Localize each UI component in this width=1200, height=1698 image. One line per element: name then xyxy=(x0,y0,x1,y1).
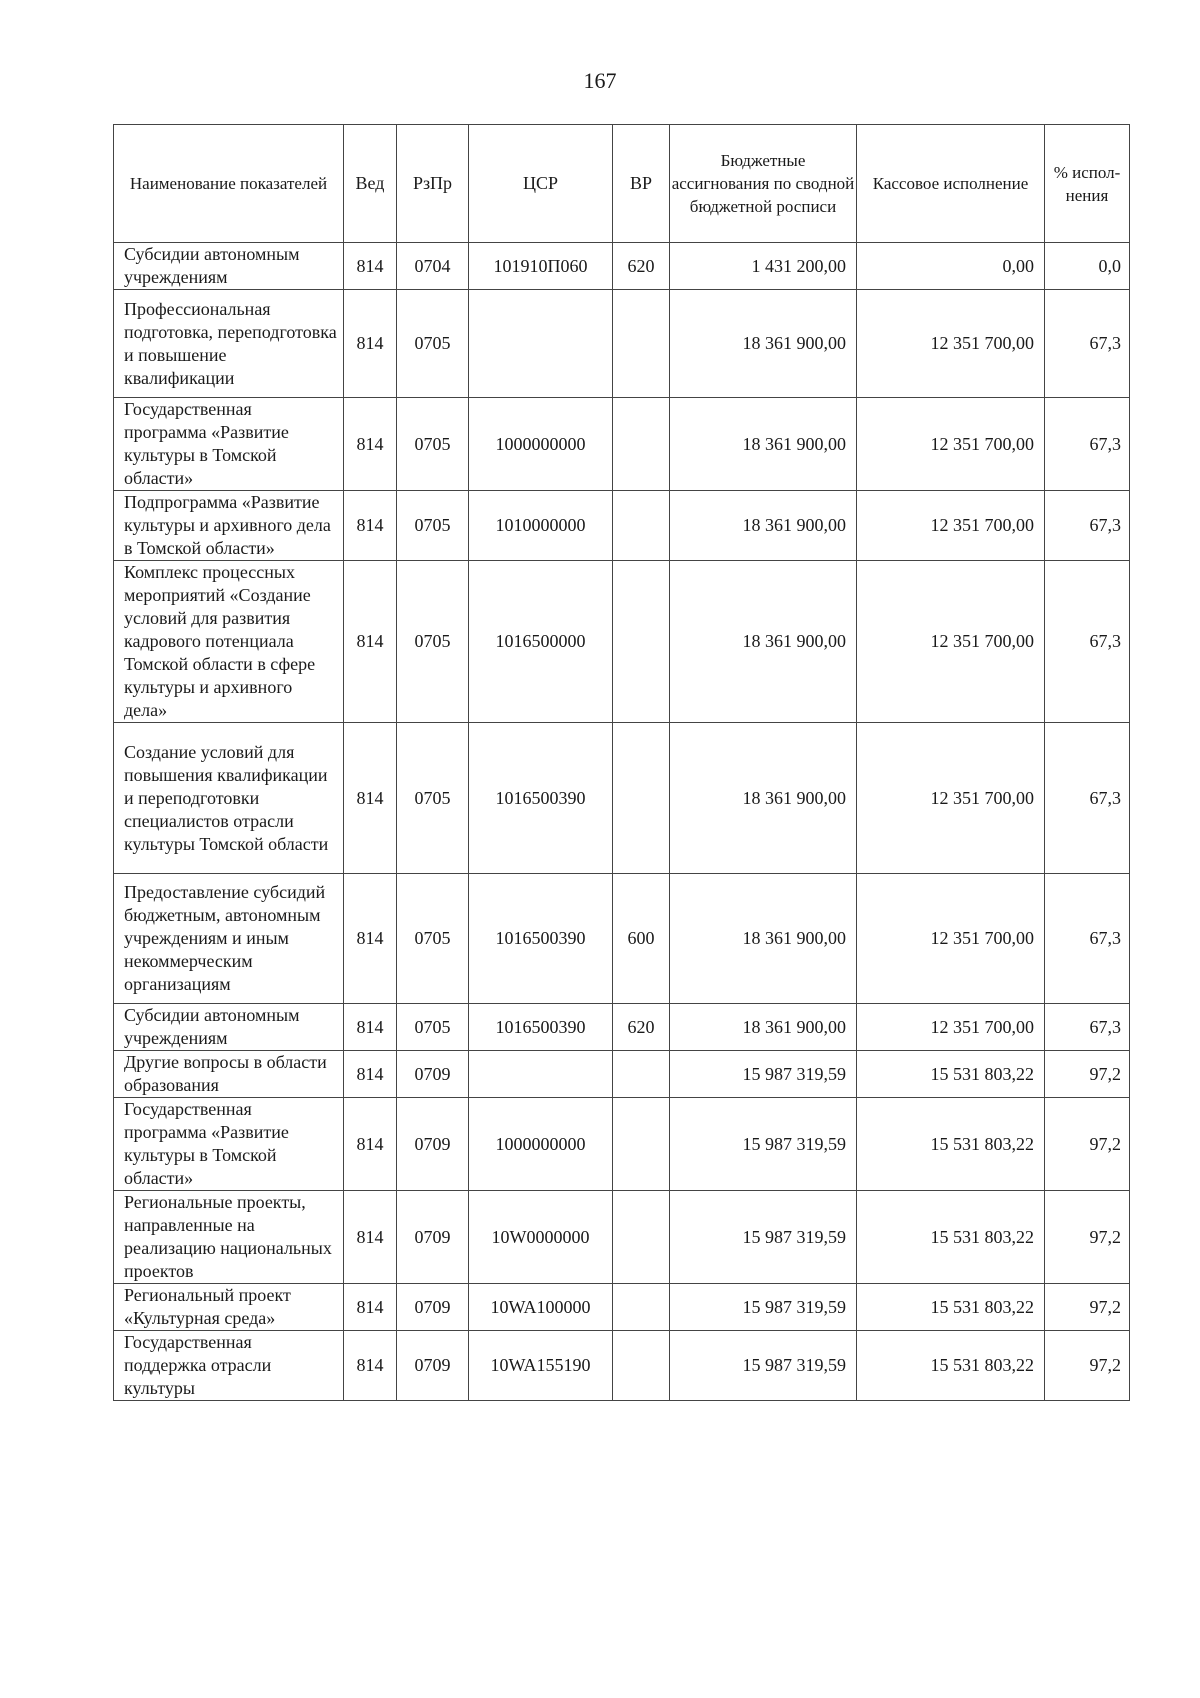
row-csr: 1010000000 xyxy=(469,491,613,561)
row-cash-execution: 12 351 700,00 xyxy=(857,398,1045,491)
row-csr: 10WA100000 xyxy=(469,1284,613,1331)
row-budget-allocation: 15 987 319,59 xyxy=(670,1098,857,1191)
row-vr xyxy=(613,561,670,723)
row-cash-execution: 15 531 803,22 xyxy=(857,1284,1045,1331)
row-execution-percent: 0,0 xyxy=(1045,243,1130,290)
row-budget-allocation: 18 361 900,00 xyxy=(670,561,857,723)
row-execution-percent: 97,2 xyxy=(1045,1051,1130,1098)
row-csr: 1000000000 xyxy=(469,1098,613,1191)
row-execution-percent: 97,2 xyxy=(1045,1331,1130,1401)
table-row xyxy=(114,874,1130,1004)
row-rzpr: 0709 xyxy=(397,1051,469,1098)
row-budget-allocation: 15 987 319,59 xyxy=(670,1191,857,1284)
header-name: Наименование показателей xyxy=(114,125,344,243)
header-budget-allocations: Бюджетные ассигнования по сводной бюджетной росписи xyxy=(670,125,857,243)
row-rzpr: 0709 xyxy=(397,1191,469,1284)
row-vr xyxy=(613,723,670,874)
row-vr xyxy=(613,290,670,398)
budget-execution-table xyxy=(113,124,1130,1401)
row-budget-allocation: 18 361 900,00 xyxy=(670,723,857,874)
row-csr: 10WA155190 xyxy=(469,1331,613,1401)
row-ved: 814 xyxy=(344,874,397,1004)
row-name: Предоставление субсидий бюджетным, автономным учреждениям и иным некоммерческим организациям xyxy=(114,874,344,1004)
table-row xyxy=(114,398,1130,491)
row-cash-execution: 12 351 700,00 xyxy=(857,290,1045,398)
header-rzpr: РзПр xyxy=(397,125,469,243)
table-row xyxy=(114,1004,1130,1051)
row-execution-percent: 67,3 xyxy=(1045,723,1130,874)
row-cash-execution: 15 531 803,22 xyxy=(857,1331,1045,1401)
row-cash-execution: 12 351 700,00 xyxy=(857,874,1045,1004)
row-cash-execution: 15 531 803,22 xyxy=(857,1098,1045,1191)
row-csr: 1016500390 xyxy=(469,874,613,1004)
row-csr: 1016500390 xyxy=(469,1004,613,1051)
row-csr: 101910П060 xyxy=(469,243,613,290)
row-vr xyxy=(613,398,670,491)
row-vr xyxy=(613,1284,670,1331)
row-name: Региональный проект «Культурная среда» xyxy=(114,1284,344,1331)
row-name: Региональные проекты, направленные на реализацию национальных проектов xyxy=(114,1191,344,1284)
page-number: 167 xyxy=(583,68,617,93)
row-ved: 814 xyxy=(344,1191,397,1284)
row-csr: 1016500390 xyxy=(469,723,613,874)
row-ved: 814 xyxy=(344,398,397,491)
row-rzpr: 0709 xyxy=(397,1331,469,1401)
row-cash-execution: 12 351 700,00 xyxy=(857,561,1045,723)
row-rzpr: 0704 xyxy=(397,243,469,290)
row-name: Субсидии автономным учреждениям xyxy=(114,1004,344,1051)
table-row xyxy=(114,290,1130,398)
row-budget-allocation: 18 361 900,00 xyxy=(670,290,857,398)
row-name: Подпрограмма «Развитие культуры и архивного дела в Томской области» xyxy=(114,491,344,561)
row-csr: 10W0000000 xyxy=(469,1191,613,1284)
row-vr xyxy=(613,1051,670,1098)
table-row xyxy=(114,1331,1130,1401)
row-csr xyxy=(469,290,613,398)
row-execution-percent: 97,2 xyxy=(1045,1191,1130,1284)
row-rzpr: 0705 xyxy=(397,290,469,398)
table-row xyxy=(114,1284,1130,1331)
row-vr: 620 xyxy=(613,1004,670,1051)
row-vr xyxy=(613,1331,670,1401)
header-csr: ЦСР xyxy=(469,125,613,243)
row-rzpr: 0705 xyxy=(397,491,469,561)
row-name: Государственная программа «Развитие культуры в Томской области» xyxy=(114,398,344,491)
row-ved: 814 xyxy=(344,1004,397,1051)
row-execution-percent: 67,3 xyxy=(1045,491,1130,561)
row-vr: 600 xyxy=(613,874,670,1004)
row-vr xyxy=(613,1191,670,1284)
row-cash-execution: 15 531 803,22 xyxy=(857,1051,1045,1098)
table-row xyxy=(114,1098,1130,1191)
row-name: Профессиональная подготовка, переподготовка и повышение квалификации xyxy=(114,290,344,398)
row-ved: 814 xyxy=(344,491,397,561)
row-budget-allocation: 18 361 900,00 xyxy=(670,1004,857,1051)
table-row xyxy=(114,243,1130,290)
row-vr xyxy=(613,491,670,561)
table-row xyxy=(114,491,1130,561)
table-row xyxy=(114,1191,1130,1284)
table-row xyxy=(114,561,1130,723)
row-cash-execution: 12 351 700,00 xyxy=(857,723,1045,874)
row-rzpr: 0705 xyxy=(397,874,469,1004)
row-name: Субсидии автономным учреждениям xyxy=(114,243,344,290)
row-rzpr: 0705 xyxy=(397,1004,469,1051)
row-cash-execution: 0,00 xyxy=(857,243,1045,290)
row-execution-percent: 97,2 xyxy=(1045,1098,1130,1191)
row-rzpr: 0709 xyxy=(397,1284,469,1331)
row-name: Создание условий для повышения квалификации и переподготовки специалистов отрасли культуры Томской области xyxy=(114,723,344,874)
row-name: Другие вопросы в области образования xyxy=(114,1051,344,1098)
row-ved: 814 xyxy=(344,561,397,723)
row-name: Государственная поддержка отрасли культуры xyxy=(114,1331,344,1401)
header-vr: ВР xyxy=(613,125,670,243)
row-rzpr: 0705 xyxy=(397,398,469,491)
row-execution-percent: 97,2 xyxy=(1045,1284,1130,1331)
row-cash-execution: 12 351 700,00 xyxy=(857,491,1045,561)
row-cash-execution: 12 351 700,00 xyxy=(857,1004,1045,1051)
row-ved: 814 xyxy=(344,1284,397,1331)
row-ved: 814 xyxy=(344,723,397,874)
row-cash-execution: 15 531 803,22 xyxy=(857,1191,1045,1284)
table-row xyxy=(114,723,1130,874)
header-ved: Вед xyxy=(344,125,397,243)
row-execution-percent: 67,3 xyxy=(1045,290,1130,398)
row-rzpr: 0709 xyxy=(397,1098,469,1191)
row-execution-percent: 67,3 xyxy=(1045,398,1130,491)
row-csr: 1016500000 xyxy=(469,561,613,723)
row-budget-allocation: 18 361 900,00 xyxy=(670,491,857,561)
row-rzpr: 0705 xyxy=(397,723,469,874)
header-execution-percent: % испол-нения xyxy=(1045,125,1130,243)
row-budget-allocation: 18 361 900,00 xyxy=(670,874,857,1004)
row-execution-percent: 67,3 xyxy=(1045,561,1130,723)
row-rzpr: 0705 xyxy=(397,561,469,723)
row-ved: 814 xyxy=(344,1051,397,1098)
row-name: Комплекс процессных мероприятий «Создание условий для развития кадрового потенциала Томской области в сфере культуры и архивного дела» xyxy=(114,561,344,723)
table-row xyxy=(114,1051,1130,1098)
row-budget-allocation: 18 361 900,00 xyxy=(670,398,857,491)
row-execution-percent: 67,3 xyxy=(1045,874,1130,1004)
row-ved: 814 xyxy=(344,1331,397,1401)
row-budget-allocation: 1 431 200,00 xyxy=(670,243,857,290)
row-ved: 814 xyxy=(344,243,397,290)
row-csr xyxy=(469,1051,613,1098)
row-budget-allocation: 15 987 319,59 xyxy=(670,1284,857,1331)
row-execution-percent: 67,3 xyxy=(1045,1004,1130,1051)
table-header-row xyxy=(114,125,1130,243)
row-budget-allocation: 15 987 319,59 xyxy=(670,1051,857,1098)
header-cash-execution: Кассовое исполнение xyxy=(857,125,1045,243)
row-csr: 1000000000 xyxy=(469,398,613,491)
row-name: Государственная программа «Развитие культуры в Томской области» xyxy=(114,1098,344,1191)
row-vr xyxy=(613,1098,670,1191)
row-vr: 620 xyxy=(613,243,670,290)
row-ved: 814 xyxy=(344,1098,397,1191)
row-ved: 814 xyxy=(344,290,397,398)
row-budget-allocation: 15 987 319,59 xyxy=(670,1331,857,1401)
